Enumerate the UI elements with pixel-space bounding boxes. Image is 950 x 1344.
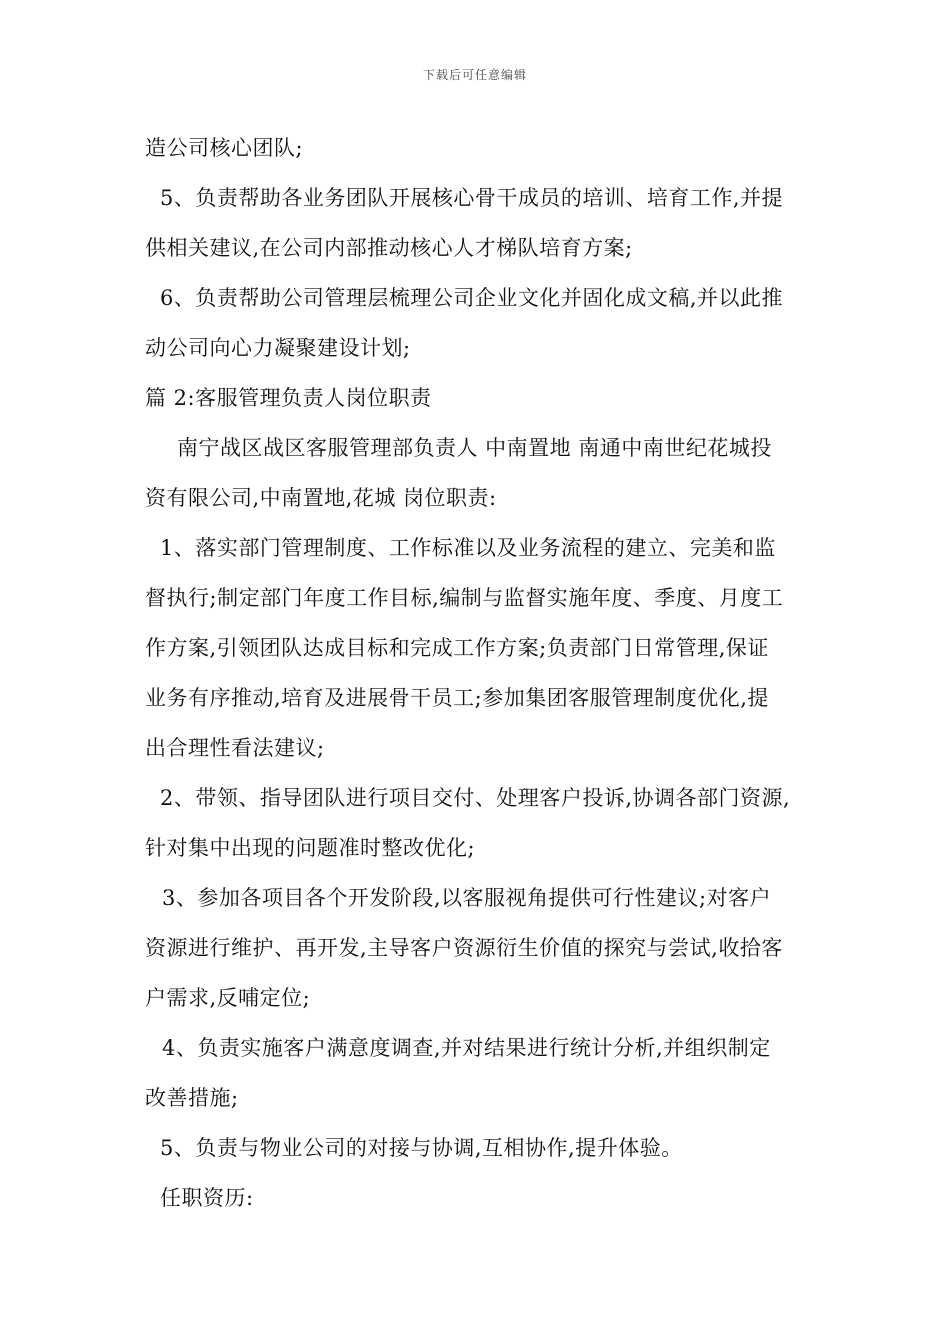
text-line: 动公司向心力凝聚建设计划; xyxy=(145,336,411,360)
text-line: 造公司核心团队; xyxy=(145,136,304,160)
text-line: 1、落实部门管理制度、工作标准以及业务流程的建立、完美和监 xyxy=(160,536,776,560)
text-line: 6、负责帮助公司管理层梳理公司企业文化并固化成文稿,并以此推 xyxy=(160,286,784,310)
text-line: 任职资历: xyxy=(160,1186,254,1210)
text-line: 户需求,反哺定位; xyxy=(145,986,311,1010)
document-body xyxy=(145,128,825,1228)
text-line: 改善措施; xyxy=(145,1086,239,1110)
text-line: 督执行;制定部门年度工作目标,编制与监督实施年度、季度、月度工 xyxy=(145,586,784,610)
text-line: 南宁战区战区客服管理部负责人 中南置地 南通中南世纪花城投 xyxy=(177,436,772,460)
text-line: 4、负责实施客户满意度调查,并对结果进行统计分析,并组织制定 xyxy=(162,1036,771,1060)
text-line: 篇 2:客服管理负责人岗位职责 xyxy=(145,386,432,410)
text-line: 5、负责与物业公司的对接与协调,互相协作,提升体验。 xyxy=(160,1136,683,1160)
text-line: 出合理性看法建议; xyxy=(145,736,325,760)
text-line: 针对集中出现的问题准时整改优化; xyxy=(145,836,476,860)
page-header-note: 下载后可任意编辑 xyxy=(422,68,527,82)
text-line: 业务有序推动,培育及进展骨干员工;参加集团客服管理制度优化,提 xyxy=(145,686,769,710)
text-line: 供相关建议,在公司内部推动核心人才梯队培育方案; xyxy=(145,236,633,260)
text-line: 3、参加各项目各个开发阶段,以客服视角提供可行性建议;对客户 xyxy=(162,886,772,910)
text-line: 5、负责帮助各业务团队开展核心骨干成员的培训、培育工作,并提 xyxy=(160,186,784,210)
text-line: 2、带领、指导团队进行项目交付、处理客户投诉,协调各部门资源, xyxy=(160,786,791,810)
text-line: 资源进行维护、再开发,主导客户资源衍生价值的探究与尝试,收拾客 xyxy=(145,936,783,960)
text-line: 资有限公司,中南置地,花城 岗位职责: xyxy=(145,486,497,510)
text-line: 作方案,引领团队达成目标和完成工作方案;负责部门日常管理,保证 xyxy=(145,636,769,660)
